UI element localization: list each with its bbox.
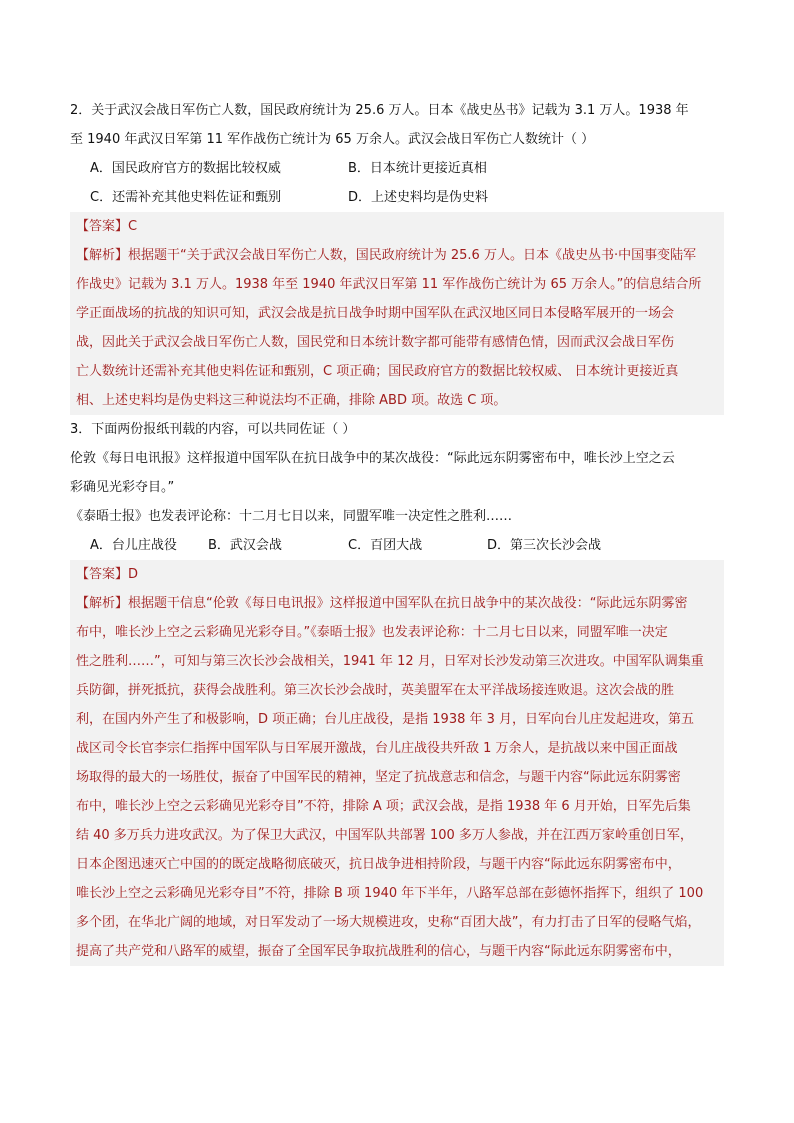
q2-options-row-2 <box>70 183 724 212</box>
q3-option-d: D．第三次长沙会战 <box>487 538 602 553</box>
q3-analysis-line: 兵防御，拼死抵抗，获得会战胜利。第三次长沙会战时，英美盟军在太平洋战场接连败退。这次会战的胜 <box>76 683 675 698</box>
q3-analysis-line: 日本企图迅速灭亡中国的的既定战略彻底破灭，抗日战争进相持阶段，与题干内容“际此远东阴雾密布中， <box>76 857 681 872</box>
q3-option-b: B．武汉会战 <box>208 538 282 553</box>
q3-analysis-line: 唯长沙上空之云彩确见光彩夺目”不符，排除 B 项 1940 年下半年，八路军总部在彭德怀指挥下，组织了 100 <box>76 886 704 901</box>
q2-option-c: C．还需补充其他史料佐证和甄别 <box>90 190 282 205</box>
q3-quote1-line-1: 伦敦《每日电讯报》这样报道中国军队在抗日战争中的某次战役：“际此远东阴雾密布中，唯长沙上空之云 <box>70 451 675 466</box>
q2-option-b: B．日本统计更接近真相 <box>348 161 487 176</box>
q2-options-row-1 <box>70 154 724 183</box>
q2-stem-line-2: 至 1940 年武汉日军第 11 军作战伤亡统计为 65 万余人。武汉会战日军伤亡人数统计（ ） <box>70 132 595 147</box>
q2-analysis-line: 作战史》记载为 3.1 万人。1938 年至 1940 年武汉日军第 11 军作战伤亡统计为 65 万余人。”的信息结合所 <box>76 277 702 292</box>
q2-stem-line-1: 2．关于武汉会战日军伤亡人数，国民政府统计为 25.6 万人。日本《战史丛书》记载为 3.1 万人。1938 年 <box>70 103 689 118</box>
document-content <box>70 96 724 966</box>
q3-analysis-line: 场取得的最大的一场胜仗，振奋了中国军民的精神，坚定了抗战意志和信念，与题干内容“际此远东阴雾密 <box>76 770 681 785</box>
q3-analysis-line: 结 40 多万兵力进攻武汉。为了保卫大武汉，中国军队共部署 100 多万人参战，并在江西万家岭重创日军， <box>76 828 693 843</box>
q2-analysis-line: 相、上述史料均是伪史料这三种说法均不正确，排除 ABD 项。故选 C 项。 <box>76 393 507 408</box>
q3-answer: 【答案】D <box>76 567 139 582</box>
q3-options-row <box>70 531 724 560</box>
q3-analysis-line: 利，在国内外产生了和极影响，D 项正确；台儿庄战役，是指 1938 年 3 月，日军向台儿庄发起进攻，第五 <box>76 712 695 727</box>
q2-option-a: A．国民政府官方的数据比较权威 <box>90 161 281 176</box>
q3-analysis-line: 战区司令长官李宗仁指挥中国军队与日军展开激战，台儿庄战役共歼敌 1 万余人，是抗战以来中国正面战 <box>76 741 678 756</box>
q3-analysis-line: 提高了共产党和八路军的威望，振奋了全国军民争取抗战胜利的信心，与题干内容“际此远东阴雾密布中， <box>76 944 681 959</box>
q2-answer: 【答案】C <box>76 219 138 234</box>
q3-analysis-line: 布中，唯长沙上空之云彩确见光彩夺目。”《泰晤士报》也发表评论称：十二月七日以来，同盟军唯一决定 <box>76 625 668 640</box>
q3-option-c: C．百团大战 <box>348 538 423 553</box>
q2-option-d: D．上述史料均是伪史料 <box>348 190 489 205</box>
q3-analysis-line: 布中，唯长沙上空之云彩确见光彩夺目”不符，排除 A 项；武汉会战，是指 1938 年 6 月开始，日军先后集 <box>76 799 691 814</box>
q3-option-a: A．台儿庄战役 <box>90 538 177 553</box>
q3-quote1-line-2: 彩确见光彩夺目。” <box>70 480 175 495</box>
q3-quote2: 《泰晤士报》也发表评论称：十二月七日以来，同盟军唯一决定性之胜利…… <box>70 509 513 524</box>
q2-analysis-line: 【解析】根据题干“关于武汉会战日军伤亡人数，国民政府统计为 25.6 万人。日本《战史丛书·中国事变陆军 <box>76 248 697 263</box>
q3-analysis-line: 多个团，在华北广阔的地域，对日军发动了一场大规模进攻，史称“百团大战”，有力打击了日军的侵略气焰， <box>76 915 701 930</box>
q2-answer-block <box>70 212 724 415</box>
q3-answer-block <box>70 560 724 966</box>
q2-analysis-line: 战，因此关于武汉会战日军伤亡人数，国民党和日本统计数字都可能带有感情色情，因而武汉会战日军伤 <box>76 335 675 350</box>
q2-analysis-line: 学正面战场的抗战的知识可知，武汉会战是抗日战争时期中国军队在武汉地区同日本侵略军展开的一场会 <box>76 306 675 321</box>
q3-analysis-line: 性之胜利……”，可知与第三次长沙会战相关，1941 年 12 月，日军对长沙发动第三次进攻。中国军队调集重 <box>76 654 704 669</box>
q3-stem-line-1: 3．下面两份报纸刊载的内容，可以共同佐证（ ） <box>70 422 356 437</box>
q2-analysis-line: 亡人数统计还需补充其他史料佐证和甄别，C 项正确；国民政府官方的数据比较权威、 日本统计更接近真 <box>76 364 679 379</box>
q3-analysis-line: 【解析】根据题干信息“伦敦《每日电讯报》这样报道中国军队在抗日战争中的某次战役：“际此远东阴雾密 <box>76 596 688 611</box>
